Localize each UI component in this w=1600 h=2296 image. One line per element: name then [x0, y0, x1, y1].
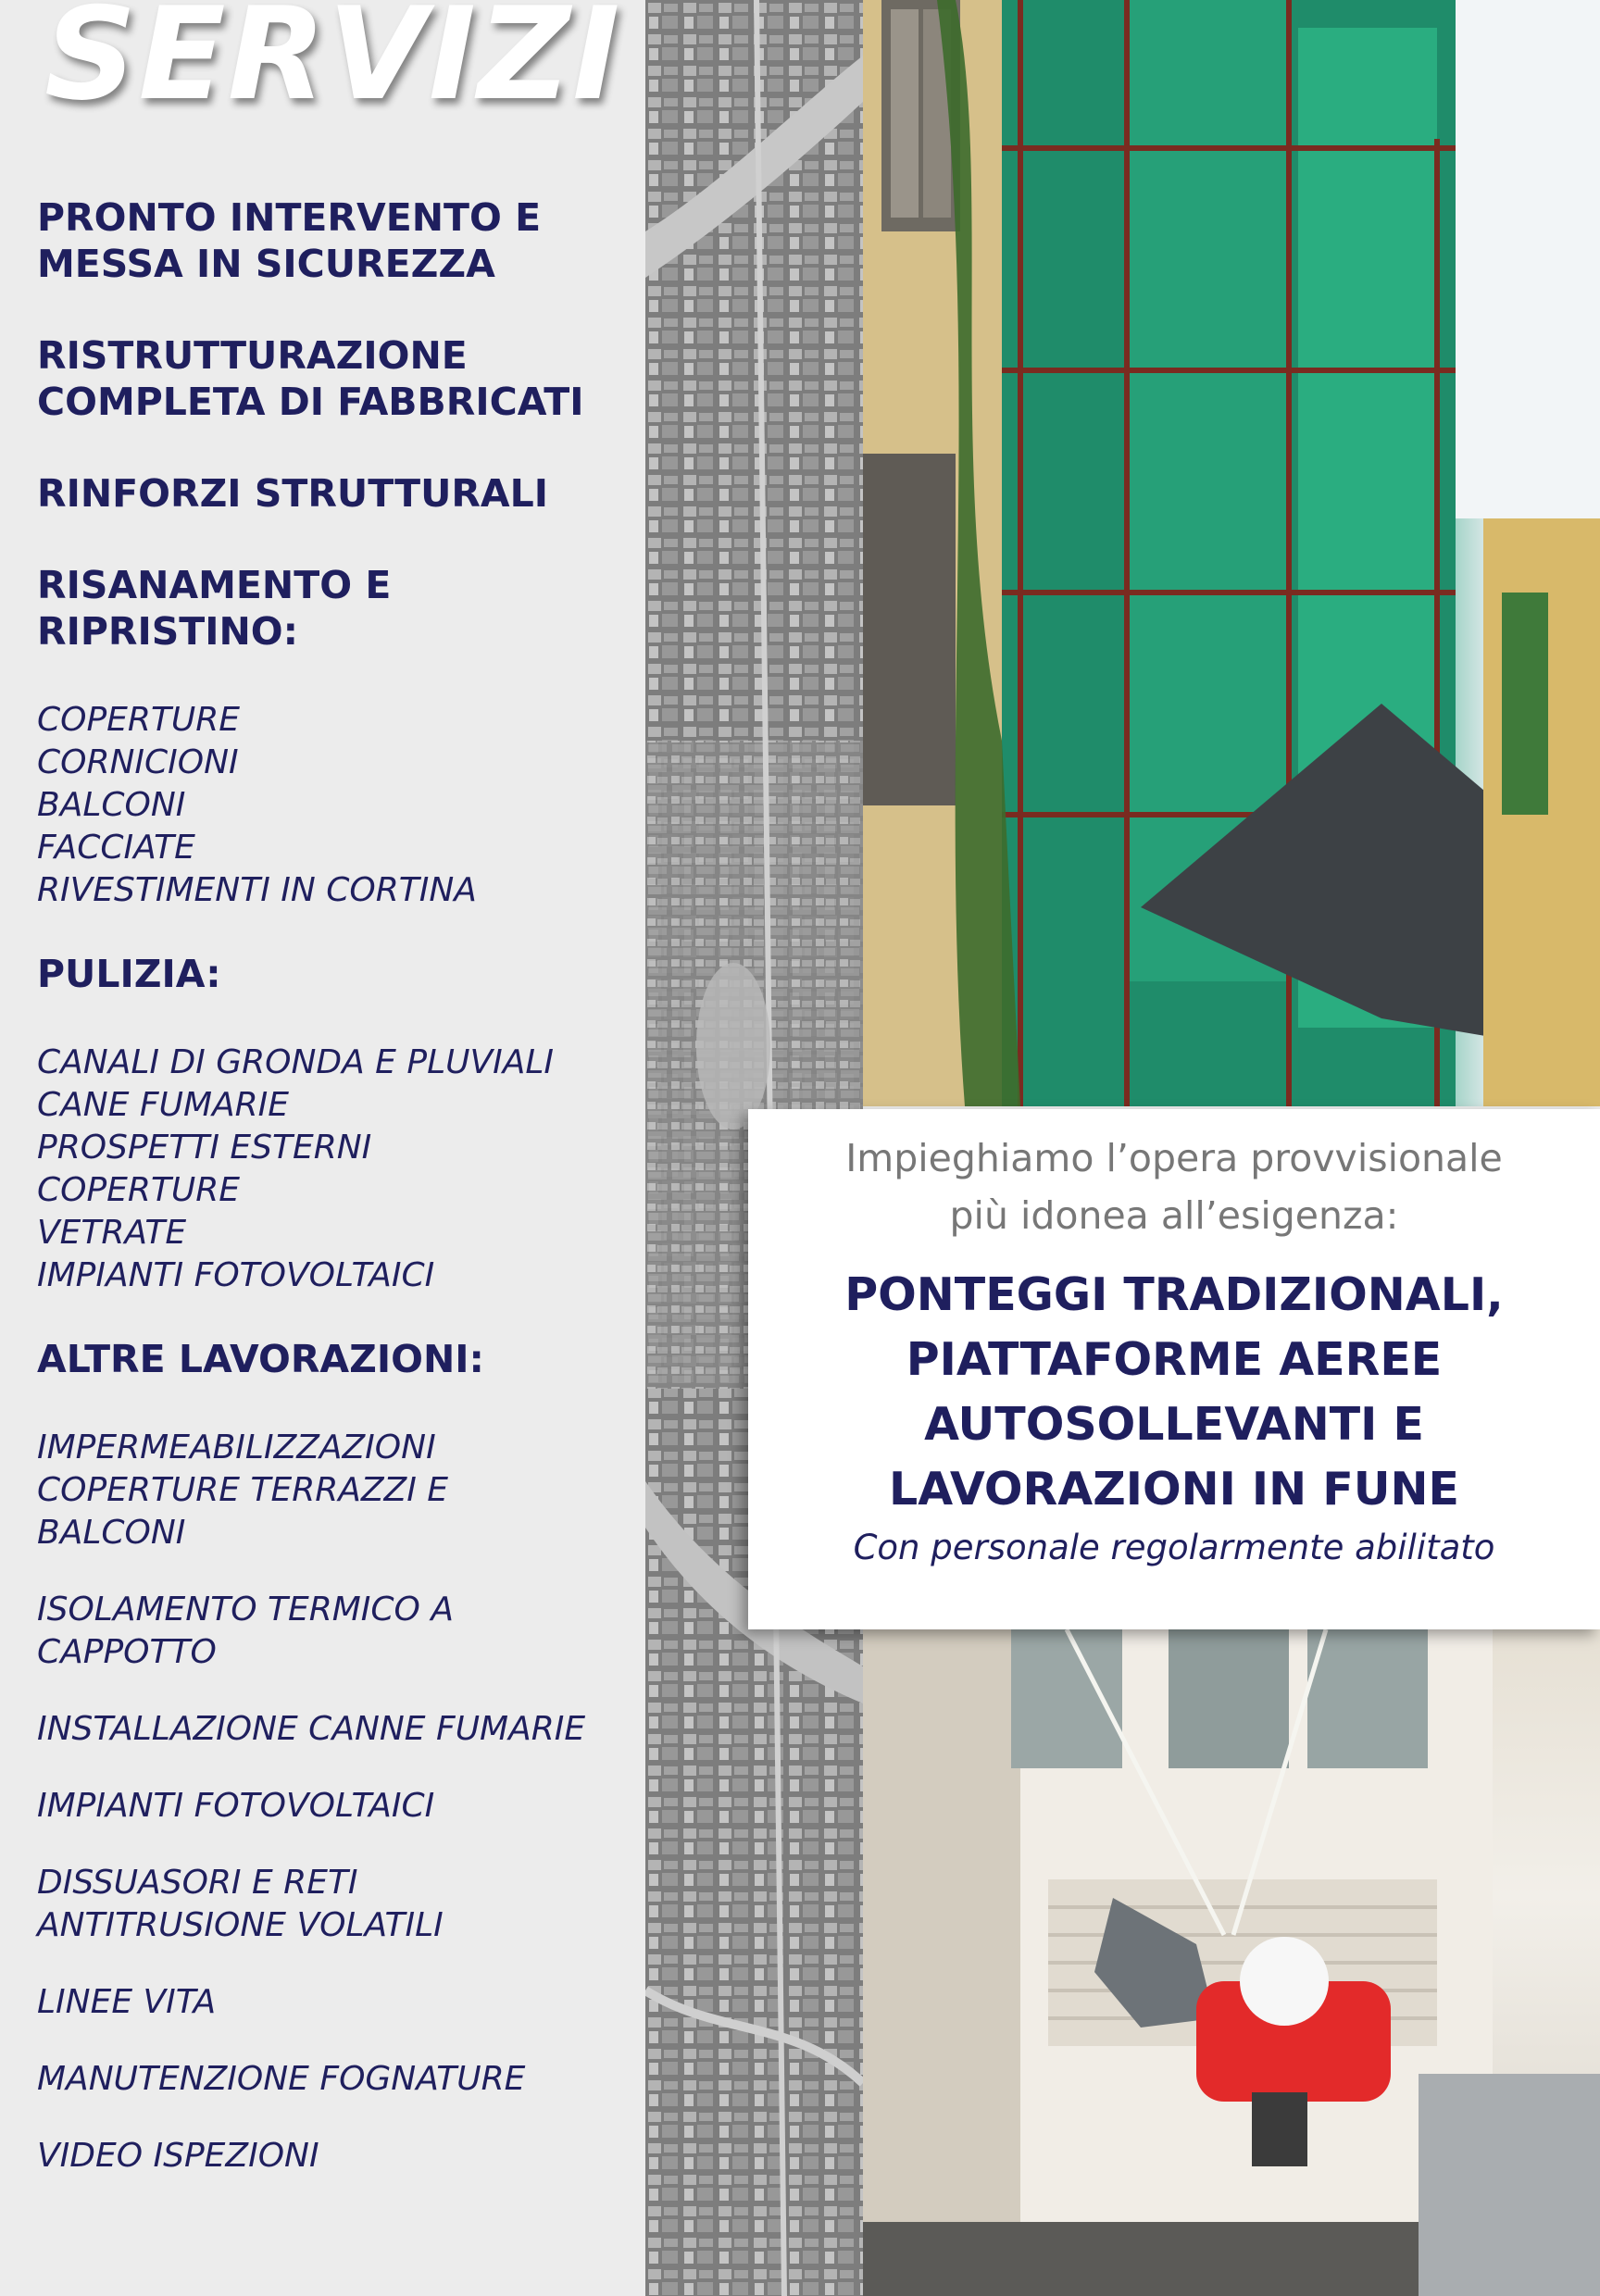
list-item: CANE FUMARIE	[37, 1086, 290, 1124]
service-heading: RISANAMENTO E RIPRISTINO:	[37, 563, 392, 654]
rope-worker-graphic	[863, 1629, 1600, 2296]
callout-note: Con personale regolarmente abilitato	[853, 1528, 1495, 1567]
list-item: BALCONI	[37, 786, 186, 824]
list-item: RIVESTIMENTI IN CORTINA	[37, 871, 477, 909]
list-item: ISOLAMENTO TERMICO A CAPPOTTO	[37, 1591, 454, 1671]
callout-box	[748, 1109, 1600, 1629]
list-item: PROSPETTI ESTERNI	[37, 1129, 372, 1167]
list-item: IMPERMEABILIZZAZIONI COPERTURE TERRAZZI E BALCONI	[37, 1429, 449, 1552]
list-item: MANUTENZIONE FOGNATURE	[37, 2060, 526, 2098]
other-works-list	[37, 1427, 630, 2177]
list-item: COPERTURE	[37, 1171, 241, 1209]
list-item: VIDEO ISPEZIONI	[37, 2137, 319, 2175]
list-item: IMPIANTI FOTOVOLTAICI	[37, 1787, 435, 1825]
list-item: DISSUASORI E RETI ANTITRUSIONE VOLATILI	[37, 1864, 444, 1944]
services-panel	[0, 0, 645, 2296]
scaffolding-photo	[863, 0, 1600, 1106]
service-heading: PRONTO INTERVENTO E MESSA IN SICUREZZA	[37, 195, 542, 286]
list-item: FACCIATE	[37, 829, 195, 867]
list-item: VETRATE	[37, 1214, 187, 1252]
list-item: IMPIANTI FOTOVOLTAICI	[37, 1256, 435, 1294]
service-heading: RINFORZI STRUTTURALI	[37, 471, 549, 516]
list-item: COPERTURE	[37, 701, 241, 739]
list-item: LINEE VITA	[37, 1983, 217, 2021]
rope-worker-photo	[863, 1629, 1600, 2296]
list-item: INSTALLAZIONE CANNE FUMARIE	[37, 1710, 586, 1748]
page-title: SERVIZI	[44, 0, 622, 129]
restoration-list	[37, 699, 630, 912]
cleaning-list	[37, 1042, 630, 1297]
callout-heading: PONTEGGI TRADIZIONALI, PIATTAFORME AEREE AUTOSOLLEVANTI E LAVORAZIONI IN FUNE	[844, 1268, 1504, 1516]
scaffolding-graphic	[863, 0, 1600, 1106]
service-heading: PULIZIA:	[37, 952, 221, 996]
service-heading: RISTRUTTURAZIONE COMPLETA DI FABBRICATI	[37, 333, 584, 424]
service-list	[37, 194, 630, 2216]
service-heading: ALTRE LAVORAZIONI:	[37, 1337, 484, 1381]
callout-intro: Impieghiamo l’opera provvisionale più idonea all’esigenza:	[845, 1136, 1503, 1238]
list-item: CANALI DI GRONDA E PLUVIALI	[37, 1043, 555, 1081]
list-item: CORNICIONI	[37, 743, 239, 781]
